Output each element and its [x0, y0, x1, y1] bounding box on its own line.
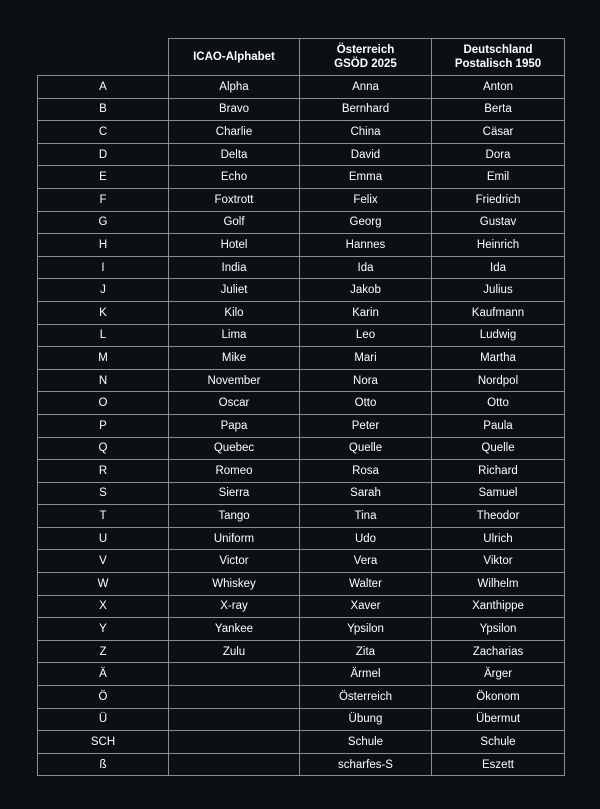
austria-cell: Tina	[300, 505, 432, 528]
letter-cell: Ä	[38, 663, 169, 686]
table-row	[38, 392, 565, 415]
austria-cell: Nora	[300, 369, 432, 392]
austria-cell: Ida	[300, 256, 432, 279]
icao-cell: Quebec	[169, 437, 300, 460]
table-row	[38, 527, 565, 550]
germany-cell: Dora	[432, 143, 565, 166]
icao-cell: November	[169, 369, 300, 392]
germany-cell: Xanthippe	[432, 595, 565, 618]
icao-cell: Zulu	[169, 640, 300, 663]
letter-cell: I	[38, 256, 169, 279]
table-row	[38, 369, 565, 392]
icao-cell: Papa	[169, 414, 300, 437]
letter-cell: V	[38, 550, 169, 573]
austria-cell: Österreich	[300, 686, 432, 709]
germany-cell: Ärger	[432, 663, 565, 686]
austria-cell: Xaver	[300, 595, 432, 618]
germany-cell: Ökonom	[432, 686, 565, 709]
letter-cell: W	[38, 573, 169, 596]
table-row	[38, 640, 565, 663]
header-germany	[432, 39, 565, 76]
germany-cell: Paula	[432, 414, 565, 437]
table-row	[38, 347, 565, 370]
table-row	[38, 301, 565, 324]
table-row	[38, 324, 565, 347]
table-row	[38, 166, 565, 189]
austria-cell: Sarah	[300, 482, 432, 505]
icao-cell	[169, 753, 300, 776]
austria-cell: Georg	[300, 211, 432, 234]
icao-cell: Mike	[169, 347, 300, 370]
letter-cell: Ö	[38, 686, 169, 709]
austria-cell: Mari	[300, 347, 432, 370]
table-row	[38, 414, 565, 437]
austria-cell: David	[300, 143, 432, 166]
icao-cell: Romeo	[169, 460, 300, 483]
icao-cell: Bravo	[169, 98, 300, 121]
letter-cell: B	[38, 98, 169, 121]
icao-cell: X-ray	[169, 595, 300, 618]
icao-cell: Echo	[169, 166, 300, 189]
austria-cell: Jakob	[300, 279, 432, 302]
table-row	[38, 188, 565, 211]
germany-cell: Ida	[432, 256, 565, 279]
table-row	[38, 595, 565, 618]
icao-cell: Charlie	[169, 121, 300, 144]
icao-cell: Oscar	[169, 392, 300, 415]
germany-cell: Cäsar	[432, 121, 565, 144]
icao-cell	[169, 731, 300, 754]
table-row	[38, 143, 565, 166]
icao-cell: Tango	[169, 505, 300, 528]
letter-cell: P	[38, 414, 169, 437]
table-row	[38, 279, 565, 302]
icao-cell: India	[169, 256, 300, 279]
germany-cell: Friedrich	[432, 188, 565, 211]
table-row	[38, 76, 565, 99]
austria-cell: scharfes-S	[300, 753, 432, 776]
header-blank-cell	[38, 39, 169, 76]
header-icao	[169, 39, 300, 76]
letter-cell: M	[38, 347, 169, 370]
germany-cell: Quelle	[432, 437, 565, 460]
table-row	[38, 550, 565, 573]
letter-cell: J	[38, 279, 169, 302]
germany-cell: Emil	[432, 166, 565, 189]
letter-cell: R	[38, 460, 169, 483]
letter-cell: U	[38, 527, 169, 550]
austria-cell: Hannes	[300, 234, 432, 257]
germany-cell: Wilhelm	[432, 573, 565, 596]
germany-cell: Viktor	[432, 550, 565, 573]
austria-cell: Ärmel	[300, 663, 432, 686]
table-row	[38, 121, 565, 144]
letter-cell: O	[38, 392, 169, 415]
letter-cell: S	[38, 482, 169, 505]
letter-cell: C	[38, 121, 169, 144]
germany-cell: Heinrich	[432, 234, 565, 257]
germany-cell: Eszett	[432, 753, 565, 776]
letter-cell: Y	[38, 618, 169, 641]
germany-cell: Nordpol	[432, 369, 565, 392]
table-row	[38, 686, 565, 709]
letter-cell: G	[38, 211, 169, 234]
header-icao-label: ICAO-Alphabet	[193, 51, 275, 63]
germany-cell: Ulrich	[432, 527, 565, 550]
icao-cell	[169, 663, 300, 686]
table-row	[38, 573, 565, 596]
icao-cell: Hotel	[169, 234, 300, 257]
letter-cell: D	[38, 143, 169, 166]
germany-cell: Kaufmann	[432, 301, 565, 324]
austria-cell: Übung	[300, 708, 432, 731]
header-austria-line1: Österreich	[336, 44, 395, 56]
icao-cell: Foxtrott	[169, 188, 300, 211]
letter-cell: H	[38, 234, 169, 257]
table-row	[38, 211, 565, 234]
austria-cell: Bernhard	[300, 98, 432, 121]
table-row	[38, 618, 565, 641]
icao-cell	[169, 686, 300, 709]
icao-cell: Delta	[169, 143, 300, 166]
germany-cell: Martha	[432, 347, 565, 370]
icao-cell: Kilo	[169, 301, 300, 324]
letter-cell: K	[38, 301, 169, 324]
germany-cell: Julius	[432, 279, 565, 302]
icao-cell: Lima	[169, 324, 300, 347]
austria-cell: Leo	[300, 324, 432, 347]
austria-cell: Vera	[300, 550, 432, 573]
germany-cell: Ludwig	[432, 324, 565, 347]
letter-cell: SCH	[38, 731, 169, 754]
header-austria-line2: GSÖD 2025	[334, 58, 397, 70]
table-row	[38, 256, 565, 279]
table-row	[38, 731, 565, 754]
austria-cell: Anna	[300, 76, 432, 99]
austria-cell: Peter	[300, 414, 432, 437]
austria-cell: Zita	[300, 640, 432, 663]
table-row	[38, 708, 565, 731]
icao-cell	[169, 708, 300, 731]
letter-cell: Q	[38, 437, 169, 460]
germany-cell: Ypsilon	[432, 618, 565, 641]
germany-cell: Gustav	[432, 211, 565, 234]
icao-cell: Juliet	[169, 279, 300, 302]
austria-cell: Ypsilon	[300, 618, 432, 641]
header-germany-line1: Deutschland	[463, 44, 533, 56]
germany-cell: Theodor	[432, 505, 565, 528]
header-austria	[300, 39, 432, 76]
table-row	[38, 482, 565, 505]
letter-cell: A	[38, 76, 169, 99]
austria-cell: Karin	[300, 301, 432, 324]
austria-cell: Walter	[300, 573, 432, 596]
table-row	[38, 753, 565, 776]
letter-cell: T	[38, 505, 169, 528]
spelling-alphabet-table	[37, 38, 565, 776]
icao-cell: Sierra	[169, 482, 300, 505]
icao-cell: Uniform	[169, 527, 300, 550]
letter-cell: ß	[38, 753, 169, 776]
icao-cell: Alpha	[169, 76, 300, 99]
letter-cell: X	[38, 595, 169, 618]
letter-cell: N	[38, 369, 169, 392]
table-row	[38, 505, 565, 528]
austria-cell: Quelle	[300, 437, 432, 460]
austria-cell: Otto	[300, 392, 432, 415]
austria-cell: Emma	[300, 166, 432, 189]
germany-cell: Schule	[432, 731, 565, 754]
table-body	[38, 76, 565, 776]
icao-cell: Yankee	[169, 618, 300, 641]
germany-cell: Samuel	[432, 482, 565, 505]
austria-cell: Udo	[300, 527, 432, 550]
austria-cell: Rosa	[300, 460, 432, 483]
icao-cell: Golf	[169, 211, 300, 234]
germany-cell: Richard	[432, 460, 565, 483]
icao-cell: Whiskey	[169, 573, 300, 596]
table-row	[38, 437, 565, 460]
table-row	[38, 98, 565, 121]
austria-cell: China	[300, 121, 432, 144]
table-row	[38, 663, 565, 686]
germany-cell: Übermut	[432, 708, 565, 731]
letter-cell: F	[38, 188, 169, 211]
header-germany-line2: Postalisch 1950	[454, 58, 542, 70]
table-row	[38, 234, 565, 257]
table-row	[38, 460, 565, 483]
header-row	[38, 39, 565, 76]
letter-cell: Ü	[38, 708, 169, 731]
letter-cell: Z	[38, 640, 169, 663]
austria-cell: Schule	[300, 731, 432, 754]
icao-cell: Victor	[169, 550, 300, 573]
germany-cell: Otto	[432, 392, 565, 415]
germany-cell: Zacharias	[432, 640, 565, 663]
austria-cell: Felix	[300, 188, 432, 211]
germany-cell: Berta	[432, 98, 565, 121]
germany-cell: Anton	[432, 76, 565, 99]
letter-cell: L	[38, 324, 169, 347]
letter-cell: E	[38, 166, 169, 189]
